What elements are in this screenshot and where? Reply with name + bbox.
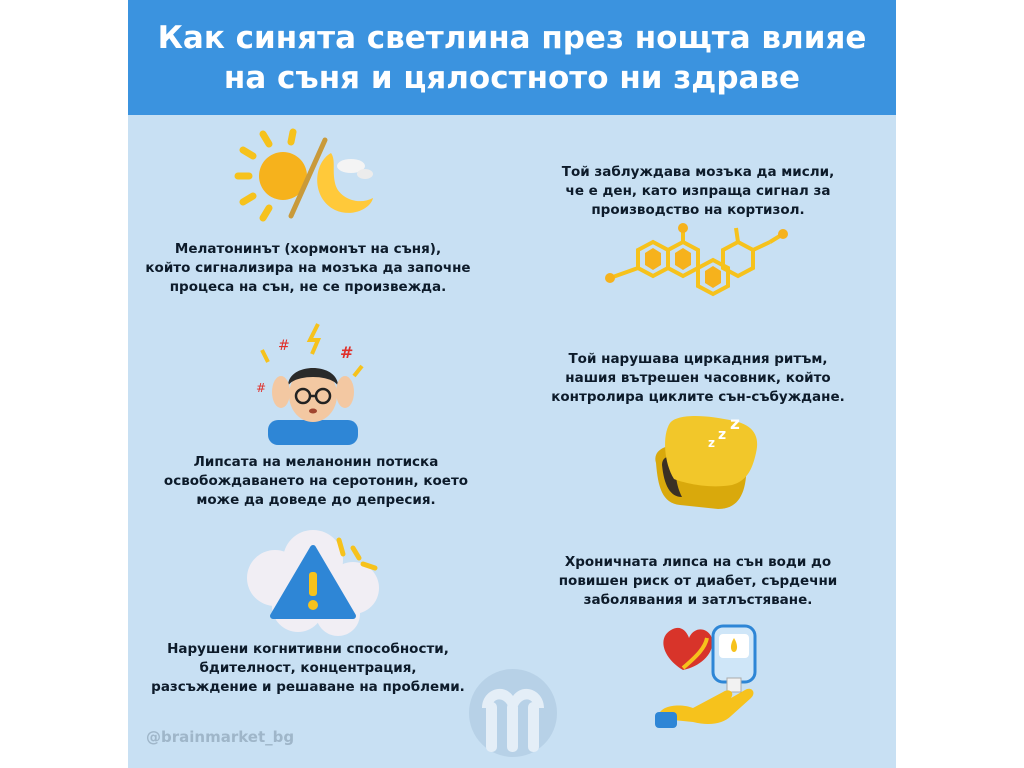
item-4-caption: [528, 350, 868, 407]
item-5-line-3: разсъждение и решаване на проблеми.: [151, 679, 465, 695]
title-line-2: на съня и цялостното ни здраве: [223, 59, 801, 96]
item-1-line-2: който сигнализира на мозъка да започне: [145, 260, 471, 276]
item-4-line-2: нашия вътрешен часовник, който: [565, 370, 831, 386]
stressed-man-icon: [248, 320, 378, 445]
item-2-line-3: производство на кортизол.: [591, 202, 805, 218]
item-1-caption: [138, 240, 478, 297]
item-5-line-1: Нарушени когнитивни способности,: [167, 641, 449, 657]
brand-handle: @brainmarket_bg: [146, 728, 295, 746]
svg-text:z: z: [718, 427, 727, 443]
sun-moon-icon: [233, 128, 378, 223]
item-5-caption: [138, 640, 478, 697]
svg-text:#: #: [278, 338, 290, 354]
item-3-line-3: може да доведе до депресия.: [196, 492, 436, 508]
item-3-line-2: освобождаването на серотонин, което: [163, 473, 469, 489]
item-1-line-3: процеса на сън, не се произвежда.: [169, 279, 447, 295]
item-6-line-2: повишен риск от диабет, сърдечни: [558, 573, 838, 589]
heart-glucometer-icon: [653, 620, 773, 732]
svg-text:#: #: [340, 343, 354, 362]
item-4-line-3: контролира циклите сън-събуждане.: [551, 389, 845, 405]
infographic-poster: [128, 0, 896, 768]
sleep-pillow-icon: [648, 405, 763, 515]
svg-text:#: #: [256, 381, 267, 395]
svg-text:z: z: [708, 436, 715, 450]
item-4-line-1: Той нарушава циркадния ритъм,: [568, 351, 828, 367]
title-line-1: Как синята светлина през нощта влияе: [157, 19, 867, 56]
item-5-line-2: бдителност, концентрация,: [199, 660, 417, 676]
item-2-line-2: че е ден, като изпраща сигнал за: [565, 183, 831, 199]
svg-text:z: z: [730, 414, 740, 434]
item-1-line-1: Мелатонинът (хормонът на съня),: [174, 241, 442, 257]
item-6-caption: [528, 553, 868, 610]
header-banner: [128, 0, 896, 115]
item-2-line-1: Той заблуждава мозъка да мисли,: [561, 164, 835, 180]
item-2-caption: [528, 163, 868, 220]
hormone-molecule-icon: [598, 222, 788, 300]
warning-cloud-icon: [243, 528, 393, 640]
item-6-line-3: заболявания и затлъстяване.: [583, 592, 813, 608]
item-3-line-1: Липсата на меланонин потиска: [193, 454, 439, 470]
item-6-line-1: Хроничната липса на сън води до: [564, 554, 832, 570]
item-3-caption: [146, 453, 486, 510]
brainmarket-logo: [468, 668, 558, 763]
